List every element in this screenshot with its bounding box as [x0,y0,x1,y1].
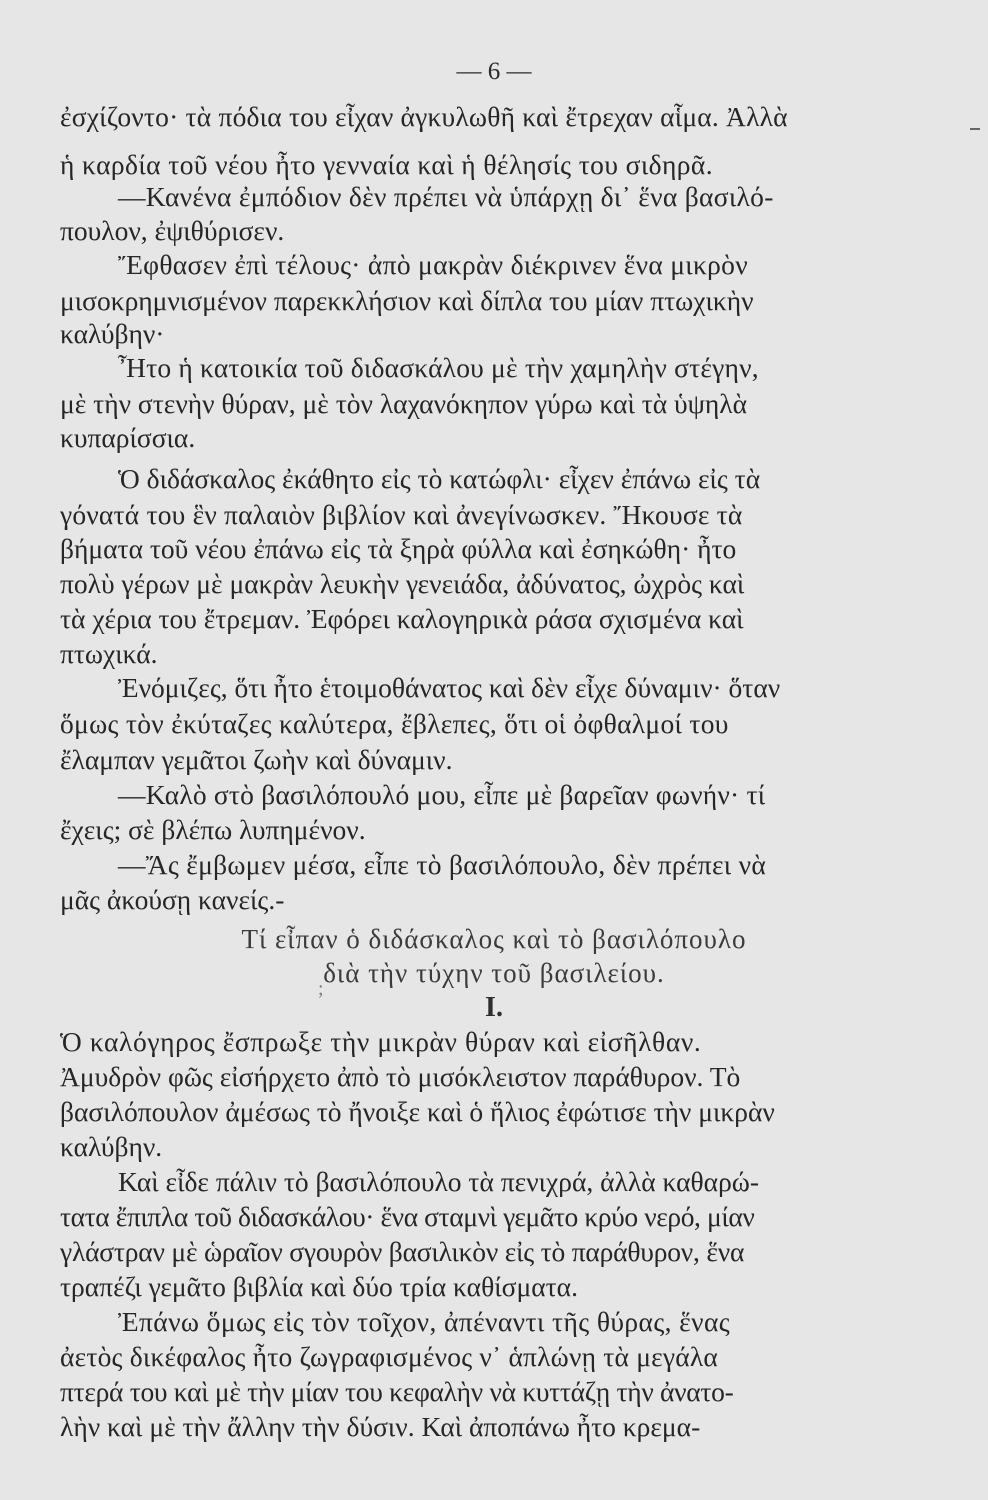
text-line: ὅμως τὸν ἐκύταζες καλύτερα, ἔβλεπες, ὅτι οἱ ὀφθαλμοί του [60,708,729,739]
text-line: κυπαρίσσια. [60,422,196,453]
text-line: τὰ χέρια του ἔτρεμαν. Ἐφόρει καλογηρικὰ ράσα σχισμένα καὶ [60,603,744,634]
text-line: λὴν καὶ μὲ τὴν ἄλλην τὴν δύσιν. Καὶ ἀποπάνω ἦτο κρεμα- [60,1411,701,1442]
text-line: βήματα τοῦ νέου ἐπάνω εἰς τὰ ξηρὰ φύλλα καὶ ἐσηκώθη· ἦτο [60,533,737,564]
text-line: πουλον, ἐψιθύρισεν. [60,215,285,246]
text-line: τατα ἔπιπλα τοῦ διδασκάλου· ἕνα σταμνὶ γεμᾶτο κρύο νερό, μίαν [60,1201,755,1232]
text-line: ἡ καρδία τοῦ νέου ἦτο γενναία καὶ ἡ θέλησίς του σιδηρᾶ. [60,149,713,180]
section-numeral: I. [485,992,503,1023]
text-line: Ἔφθασεν ἐπὶ τέλους· ἀπὸ μακρὰν διέκρινεν ἕνα μικρὸν [118,249,748,280]
text-line: πολὺ γέρων μὲ μακρὰν λευκὴν γενειάδα, ἀδύνατος, ὠχρὸς καὶ [60,568,745,599]
chapter-heading-line-2: διὰ τὴν τύχην τοῦ βασιλείου. [323,958,665,988]
text-line: γόνατά του ἓν παλαιὸν βιβλίον καὶ ἀνεγίνωσκεν. Ἤκουσε τὰ [60,499,743,530]
chapter-heading-line-1: Τί εἶπαν ὁ διδάσκαλος καὶ τὸ βασιλόπουλο [241,924,747,954]
text-line: καλύβην· [60,318,165,349]
text-line: Ἐπάνω ὅμως εἰς τὸν τοῖχον, ἀπέναντι τῆς θύρας, ἕνας [118,1306,731,1337]
margin-mark [970,128,980,130]
text-line: Ἐνόμιζες, ὅτι ἦτο ἑτοιμοθάνατος καὶ δὲν εἶχε δύναμιν· ὅταν [118,672,781,703]
text-line: —Καλὸ στὸ βασιλόπουλό μου, εἶπε μὲ βαρεῖαν φωνήν· τί [118,779,766,810]
text-line: —Κανένα ἐμπόδιον δὲν πρέπει νὰ ὑπάρχῃ δι᾿ ἕνα βασιλό- [118,181,774,212]
text-line: πτωχικά. [60,638,158,669]
text-line: ἀετὸς δικέφαλος ἦτο ζωγραφισμένος ν᾿ ἁπλώνῃ τὰ μεγάλα [60,1341,718,1372]
text-line: ἔλαμπαν γεμᾶτοι ζωὴν καὶ δύναμιν. [60,744,453,775]
text-line: τραπέζι γεμᾶτο βιβλία καὶ δύο τρία καθίσματα. [60,1271,578,1302]
text-line: μᾶς ἀκούσῃ κανείς.- [60,884,285,915]
text-line: ἐσχίζοντο· τὰ πόδια του εἶχαν ἀγκυλωθῆ καὶ ἔτρεχαν αἷμα. Ἀλλὰ [60,101,788,132]
text-line: μισοκρημνισμένον παρεκκλήσιον καὶ δίπλα του μίαν πτωχικὴν [60,285,754,316]
text-line: πτερά του καὶ μὲ τὴν μίαν του κεφαλὴν νὰ κυττάζῃ τὴν ἀνατο- [60,1376,734,1407]
text-line: Ἀμυδρὸν φῶς εἰσήρχετο ἀπὸ τὸ μισόκλειστον παράθυρον. Τὸ [60,1061,741,1092]
text-line: —Ἄς ἔμβωμεν μέσα, εἶπε τὸ βασιλόπουλο, δὲν πρέπει νὰ [118,849,767,880]
page-number: — 6 — [456,58,532,85]
text-line: βασιλόπουλον ἀμέσως τὸ ἤνοιξε καὶ ὁ ἥλιος ἐφώτισε τὴν μικρὰν [60,1096,775,1127]
text-line: μὲ τὴν στενὴν θύραν, μὲ τὸν λαχανόκηπον γύρω καὶ τὰ ὑψηλὰ [60,388,748,419]
text-line: Ὁ καλόγηρος ἔσπρωξε τὴν μικρὰν θύραν καὶ εἰσῆλθαν. [60,1026,702,1057]
text-line: Ἦτο ἡ κατοικία τοῦ διδασκάλου μὲ τὴν χαμηλὴν στέγην, [118,352,759,383]
stray-mark: ; [318,978,324,1000]
text-line: καλύβην. [60,1131,163,1162]
text-line: Καὶ εἶδε πάλιν τὸ βασιλόπουλο τὰ πενιχρά, ἀλλὰ καθαρώ- [118,1166,760,1197]
text-line: Ὁ διδάσκαλος ἐκάθητο εἰς τὸ κατώφλι· εἶχεν ἐπάνω εἰς τὰ [118,463,761,494]
text-line: ἔχεις; σὲ βλέπω λυπημένον. [60,814,366,845]
text-line: γλάστραν μὲ ὡραῖον σγουρὸν βασιλικὸν εἰς τὸ παράθυρον, ἕνα [60,1236,745,1267]
